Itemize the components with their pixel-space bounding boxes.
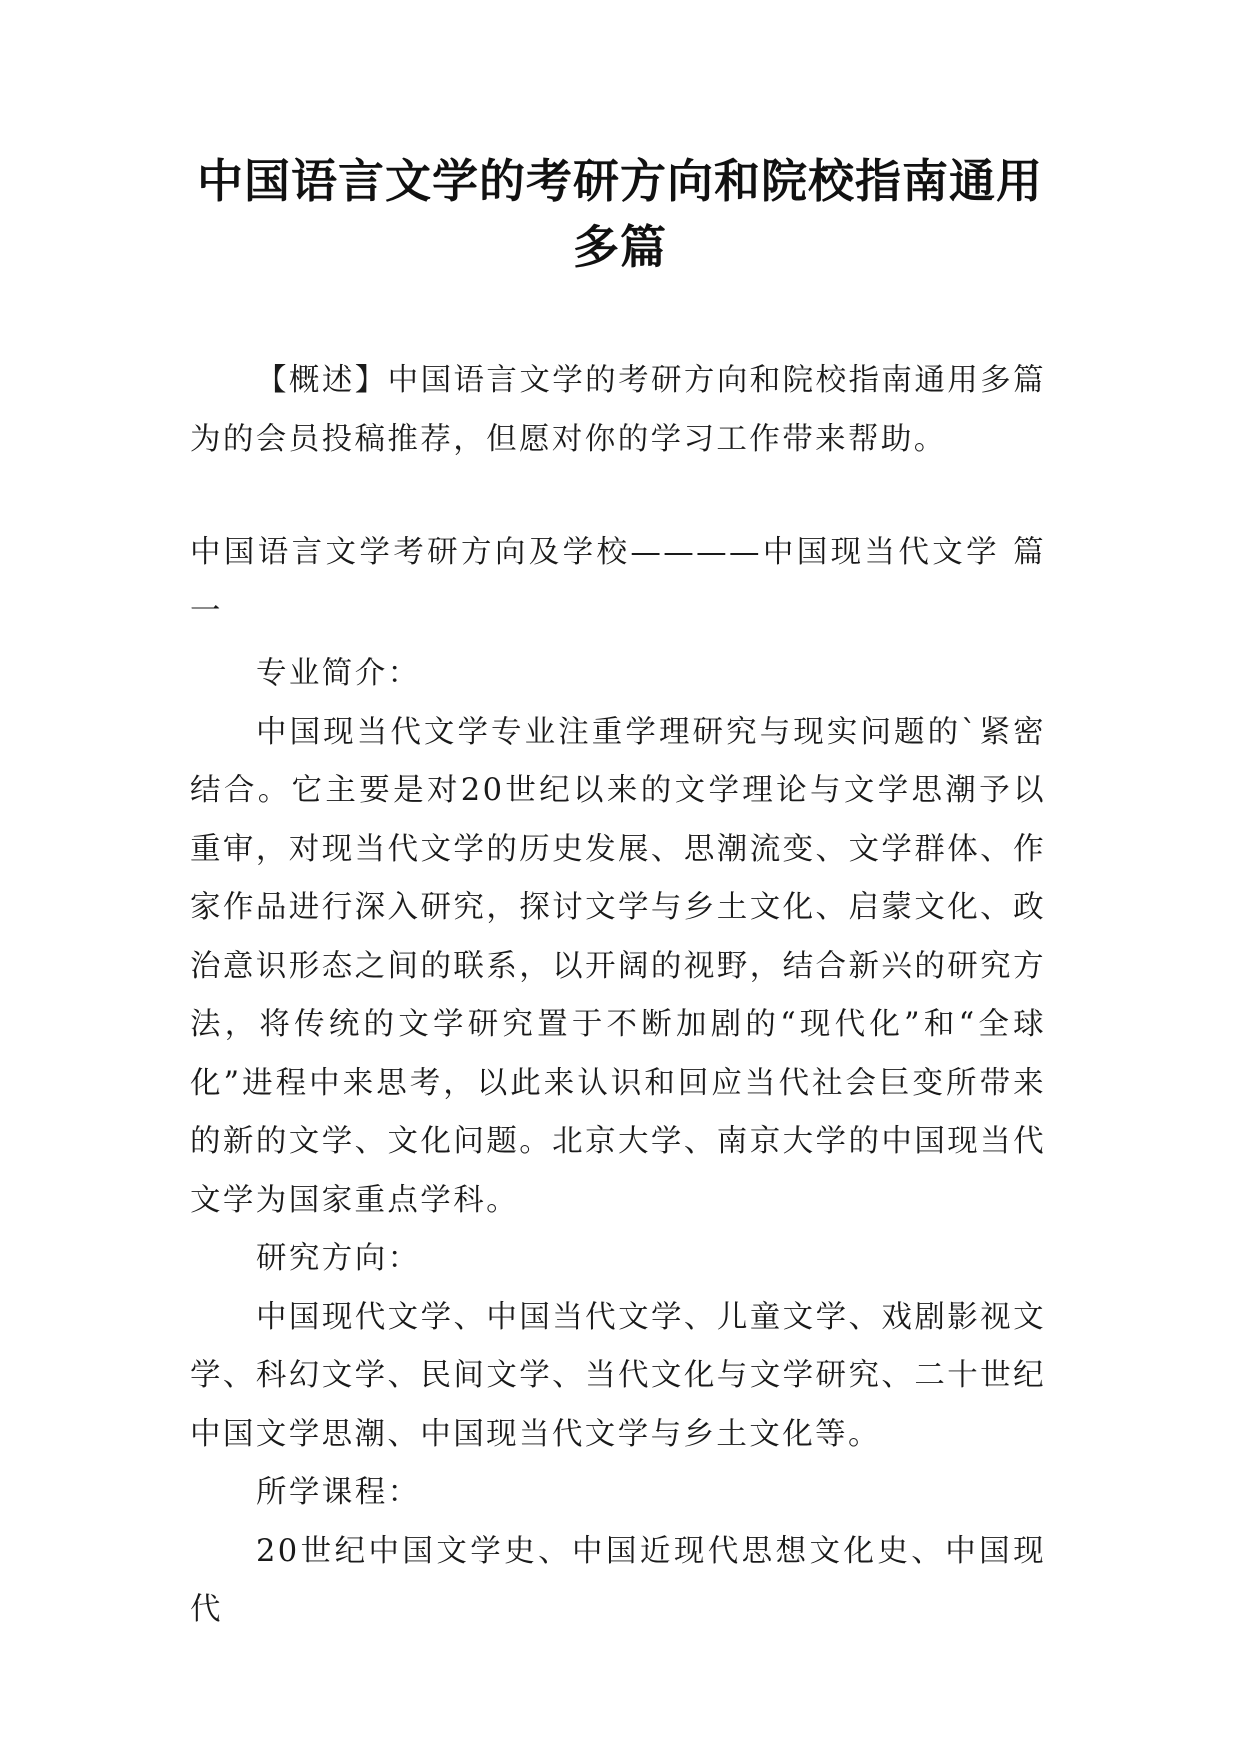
document-body xyxy=(190,352,1046,1640)
intro-paragraph: 中国现当代文学专业注重学理研究与现实问题的`紧密结合。它主要是对20世纪以来的文学理论与文学思潮予以重审，对现当代文学的历史发展、思潮流变、文学群体、作家作品进行深入研究，探讨文学与乡土文化、启蒙文化、政治意识形态之间的联系，以开阔的视野，结合新兴的研究方法，将传统的文学研究置于不断加剧的“现代化”和“全球化”进程中来思考，以此来认识和回应当代社会巨变所带来的新的文学、文化问题。北京大学、南京大学的中国现当代文学为国家重点学科。 xyxy=(190,714,1046,1218)
courses-paragraph: 20世纪中国文学史、中国近现代思想文化史、中国现代 xyxy=(190,1533,1046,1627)
document-title: 中国语言文学的考研方向和院校指南通用多篇 xyxy=(197,154,1043,274)
section-heading: 中国语言文学考研方向及学校————中国现当代文学 篇一 xyxy=(190,535,1046,629)
summary-paragraph: 【概述】中国语言文学的考研方向和院校指南通用多篇为的会员投稿推荐，但愿对你的学习工作带来帮助。 xyxy=(190,363,1046,457)
directions-paragraph: 中国现代文学、中国当代文学、儿童文学、戏剧影视文学、科幻文学、民间文学、当代文化与文学研究、二十世纪中国文学思潮、中国现当代文学与乡土文化等。 xyxy=(190,1299,1046,1452)
intro-label: 专业简介： xyxy=(256,656,421,691)
courses-label: 所学课程： xyxy=(256,1475,421,1510)
directions-label: 研究方向： xyxy=(256,1241,421,1276)
